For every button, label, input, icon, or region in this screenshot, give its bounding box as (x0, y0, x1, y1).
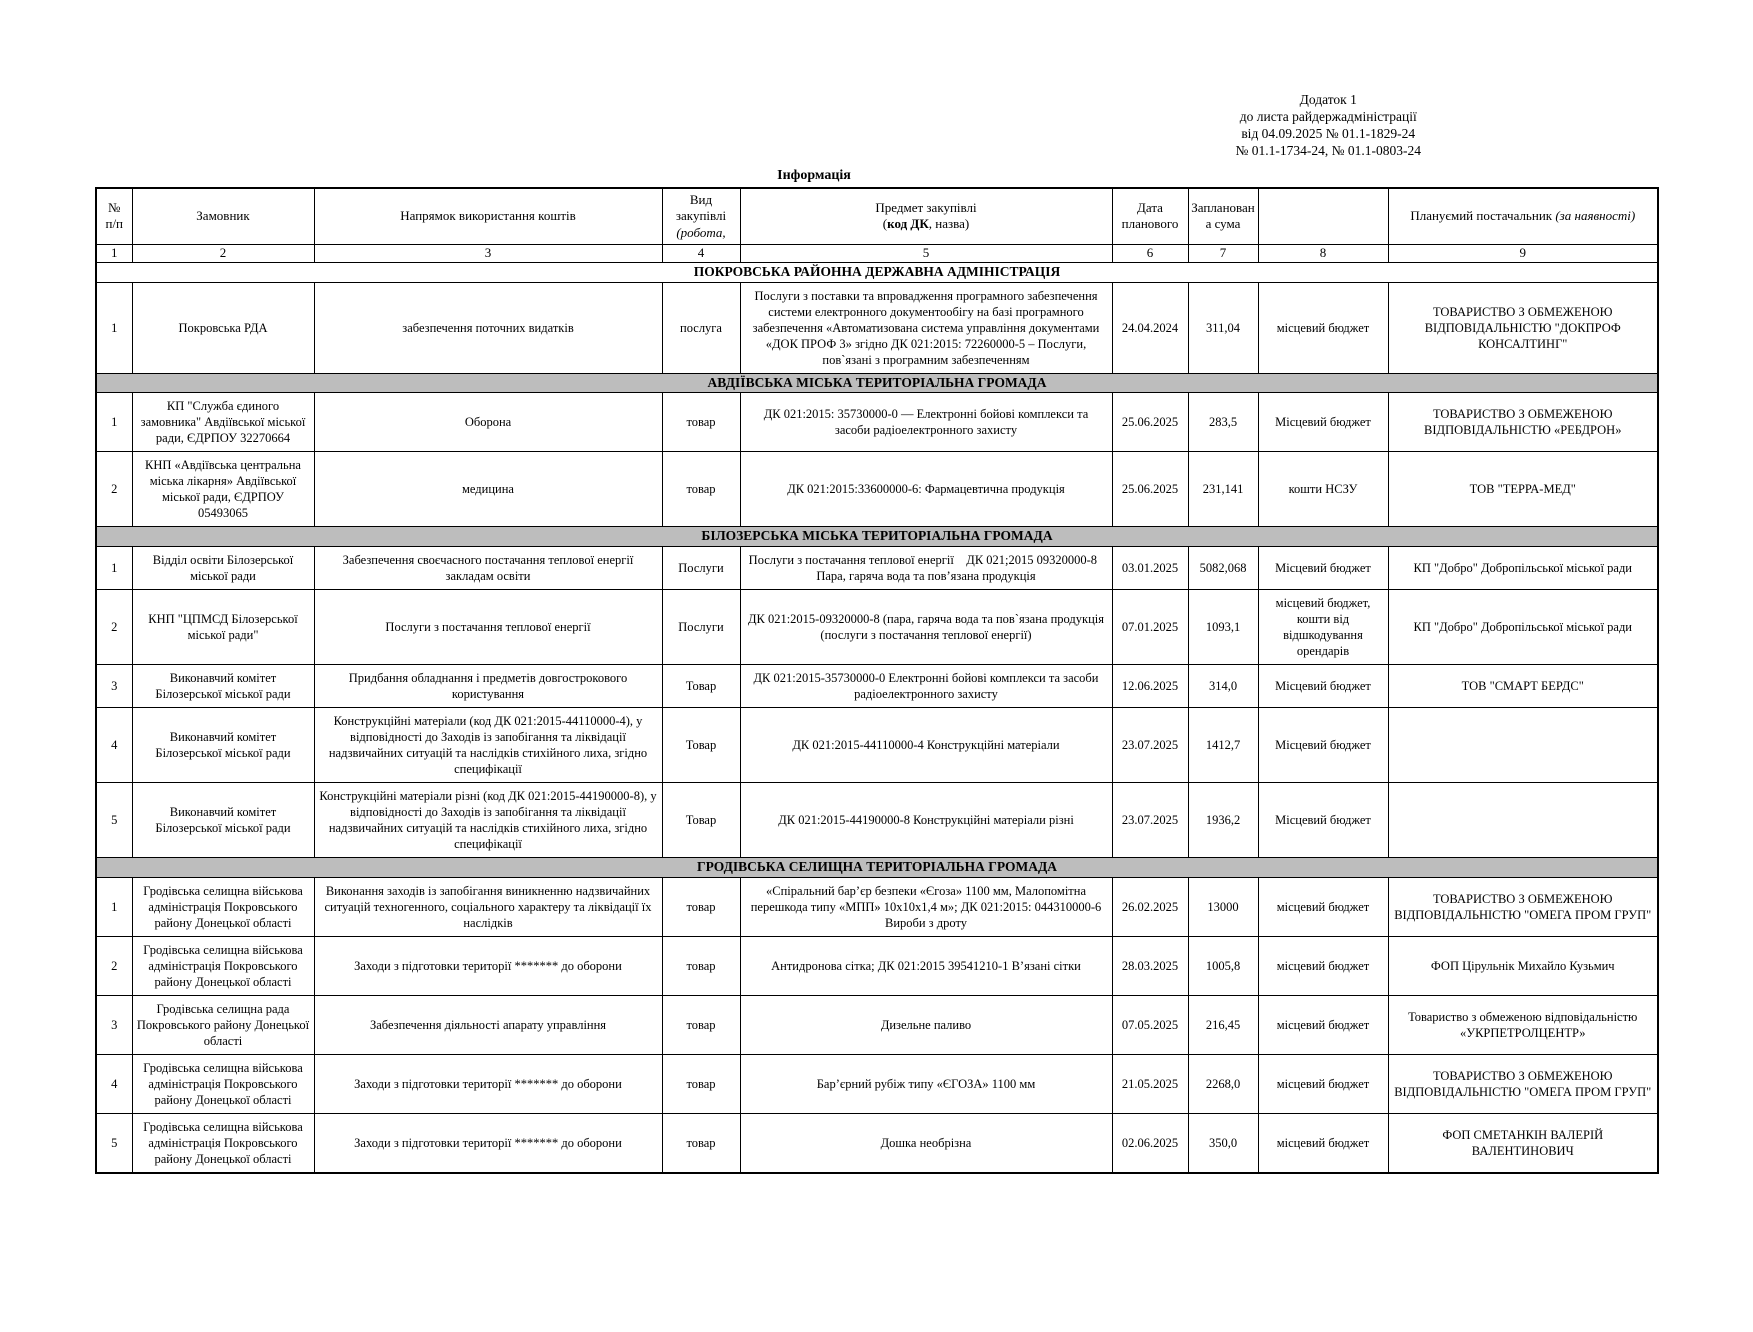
column-number: 4 (662, 245, 740, 262)
table-row (96, 547, 1658, 590)
cell-customer: Покровська РДА (132, 282, 314, 373)
cell-customer: Гродівська селищна військова адміністрація Покровського району Донецької області (132, 1055, 314, 1114)
cell-customer: КНП «Авдіївська центральна міська лікарня» Авдіївської міської ради, ЄДРПОУ 05493065 (132, 452, 314, 527)
cell-num: 4 (96, 1055, 132, 1114)
cell-date: 28.03.2025 (1112, 937, 1188, 996)
table-row (96, 708, 1658, 783)
cell-supplier: ФОП СМЕТАНКІН ВАЛЕРІЙ ВАЛЕНТИНОВИЧ (1388, 1114, 1658, 1174)
cell-supplier: ТОВАРИСТВО З ОБМЕЖЕНОЮ ВІДПОВІДАЛЬНІСТЮ "ДОКПРОФ КОНСАЛТИНГ" (1388, 282, 1658, 373)
table-row (96, 590, 1658, 665)
appendix-note (1236, 92, 1422, 160)
cell-supplier: ТОВАРИСТВО З ОБМЕЖЕНОЮ ВІДПОВІДАЛЬНІСТЮ «РЕБДРОН» (1388, 393, 1658, 452)
cell-subject: ДК 021:2015-44110000-4 Конструкційні матеріали (740, 708, 1112, 783)
cell-customer: Гродівська селищна військова адміністрація Покровського району Донецької області (132, 1114, 314, 1174)
cell-subject: ДК 021:2015: 35730000-0 — Електронні бойові комплекси та засоби радіоелектронного захисту (740, 393, 1112, 452)
cell-date: 02.06.2025 (1112, 1114, 1188, 1174)
cell-supplier: ФОП Цірульнік Михайло Кузьмич (1388, 937, 1658, 996)
cell-date: 25.06.2025 (1112, 393, 1188, 452)
cell-type: товар (662, 937, 740, 996)
col-header-type: Вид закупівлі (робота, (662, 188, 740, 245)
section-header: БІЛОЗЕРСЬКА МІСЬКА ТЕРИТОРІАЛЬНА ГРОМАДА (96, 527, 1658, 547)
table-body (96, 262, 1658, 1173)
cell-funding: місцевий бюджет (1258, 996, 1388, 1055)
section-header: ГРОДІВСЬКА СЕЛИЩНА ТЕРИТОРІАЛЬНА ГРОМАДА (96, 858, 1658, 878)
column-number: 1 (96, 245, 132, 262)
section-row (96, 527, 1658, 547)
cell-subject: Антидронова сітка; ДК 021:2015 39541210-1 В’язані сітки (740, 937, 1112, 996)
cell-num: 2 (96, 937, 132, 996)
cell-supplier: ТОВ "СМАРТ БЕРДС" (1388, 665, 1658, 708)
cell-date: 23.07.2025 (1112, 783, 1188, 858)
cell-date: 26.02.2025 (1112, 878, 1188, 937)
cell-supplier: КП "Добро" Добропільської міської ради (1388, 547, 1658, 590)
cell-subject: ДК 021:2015-09320000-8 (пара, гаряча вода та пов`язана продукція (послуги з постачання теплової енергії) (740, 590, 1112, 665)
cell-date: 24.04.2024 (1112, 282, 1188, 373)
cell-type: послуга (662, 282, 740, 373)
section-header: АВДІЇВСЬКА МІСЬКА ТЕРИТОРІАЛЬНА ГРОМАДА (96, 373, 1658, 393)
cell-subject: ДК 021:2015-35730000-0 Електронні бойові комплекси та засоби радіоелектронного захисту (740, 665, 1112, 708)
table-row (96, 1055, 1658, 1114)
column-number: 9 (1388, 245, 1658, 262)
cell-supplier: ТОВ "ТЕРРА-МЕД" (1388, 452, 1658, 527)
cell-supplier: ТОВАРИСТВО З ОБМЕЖЕНОЮ ВІДПОВІДАЛЬНІСТЮ "ОМЕГА ПРОМ ГРУП" (1388, 878, 1658, 937)
cell-date: 07.05.2025 (1112, 996, 1188, 1055)
cell-num: 4 (96, 708, 132, 783)
cell-type: товар (662, 393, 740, 452)
cell-funding: місцевий бюджет, кошти від відшкодування орендарів (1258, 590, 1388, 665)
cell-purpose: Придбання обладнання і предметів довгострокового користування (314, 665, 662, 708)
cell-date: 07.01.2025 (1112, 590, 1188, 665)
cell-customer: Гродівська селищна рада Покровського району Донецької області (132, 996, 314, 1055)
cell-date: 12.06.2025 (1112, 665, 1188, 708)
column-numbers-row (96, 245, 1658, 262)
section-row (96, 373, 1658, 393)
cell-sum: 1412,7 (1188, 708, 1258, 783)
cell-supplier: ТОВАРИСТВО З ОБМЕЖЕНОЮ ВІДПОВІДАЛЬНІСТЮ "ОМЕГА ПРОМ ГРУП" (1388, 1055, 1658, 1114)
cell-customer: КНП "ЦПМСД Білозерської міської ради" (132, 590, 314, 665)
cell-num: 1 (96, 547, 132, 590)
col-header-date: Дата планового (1112, 188, 1188, 245)
cell-type: Послуги (662, 547, 740, 590)
cell-funding: Місцевий бюджет (1258, 783, 1388, 858)
table-row (96, 783, 1658, 858)
cell-purpose: Заходи з підготовки території ******* до оборони (314, 1114, 662, 1174)
column-number: 5 (740, 245, 1112, 262)
cell-supplier: Товариство з обмеженою відповідальністю «УКРПЕТРОЛЦЕНТР» (1388, 996, 1658, 1055)
header-row (96, 188, 1658, 245)
cell-funding: Місцевий бюджет (1258, 393, 1388, 452)
table-row (96, 282, 1658, 373)
table-row (96, 665, 1658, 708)
cell-subject: Бар’єрний рубіж типу «ЄГОЗА» 1100 мм (740, 1055, 1112, 1114)
cell-sum: 283,5 (1188, 393, 1258, 452)
col-header-funding (1258, 188, 1388, 245)
cell-type: Товар (662, 708, 740, 783)
cell-purpose: Виконання заходів із запобігання виникненню надзвичайних ситуацій техногенного, соціального характеру та ліквідації їх наслідків (314, 878, 662, 937)
cell-date: 03.01.2025 (1112, 547, 1188, 590)
cell-subject: ДК 021:2015:33600000-6: Фармацевтична продукція (740, 452, 1112, 527)
column-number: 7 (1188, 245, 1258, 262)
cell-sum: 231,141 (1188, 452, 1258, 527)
cell-funding: Місцевий бюджет (1258, 708, 1388, 783)
cell-purpose: Заходи з підготовки території ******* до оборони (314, 1055, 662, 1114)
cell-num: 3 (96, 996, 132, 1055)
cell-funding: місцевий бюджет (1258, 878, 1388, 937)
column-number: 2 (132, 245, 314, 262)
col-header-supplier: Плануємий постачальник (за наявності) (1388, 188, 1658, 245)
cell-num: 3 (96, 665, 132, 708)
cell-purpose: Забезпечення діяльності апарату управління (314, 996, 662, 1055)
cell-purpose: забезпечення поточних видатків (314, 282, 662, 373)
cell-subject: «Спіральний бар’єр безпеки «Єгоза» 1100 мм, Малопомітна перешкода типу «МПП» 10х10х1,4 м»; ДК 021:2015: 044310000-6 Вироби з дроту (740, 878, 1112, 937)
cell-purpose: Послуги з постачання теплової енергії (314, 590, 662, 665)
section-row (96, 858, 1658, 878)
appendix-line: Додаток 1 (1299, 92, 1357, 107)
cell-date: 21.05.2025 (1112, 1055, 1188, 1114)
col-header-purpose: Напрямок використання коштів (314, 188, 662, 245)
column-number: 3 (314, 245, 662, 262)
cell-num: 1 (96, 393, 132, 452)
table-row (96, 393, 1658, 452)
cell-num: 2 (96, 590, 132, 665)
cell-sum: 1093,1 (1188, 590, 1258, 665)
col-header-num: № п/п (96, 188, 132, 245)
cell-date: 23.07.2025 (1112, 708, 1188, 783)
section-row (96, 262, 1658, 282)
cell-subject: Дизельне паливо (740, 996, 1112, 1055)
cell-sum: 350,0 (1188, 1114, 1258, 1174)
cell-subject: ДК 021:2015-44190000-8 Конструкційні матеріали різні (740, 783, 1112, 858)
section-header: ПОКРОВСЬКА РАЙОННА ДЕРЖАВНА АДМІНІСТРАЦІЯ (96, 262, 1658, 282)
col-header-subject: Предмет закупівлі (код ДК, назва) (740, 188, 1112, 245)
cell-sum: 314,0 (1188, 665, 1258, 708)
cell-date: 25.06.2025 (1112, 452, 1188, 527)
cell-customer: КП "Служба єдиного замовника" Авдіївської міської ради, ЄДРПОУ 32270664 (132, 393, 314, 452)
cell-funding: місцевий бюджет (1258, 1114, 1388, 1174)
cell-sum: 5082,068 (1188, 547, 1258, 590)
cell-num: 1 (96, 282, 132, 373)
cell-type: Послуги (662, 590, 740, 665)
cell-customer: Гродівська селищна військова адміністрація Покровського району Донецької області (132, 878, 314, 937)
table-header (96, 188, 1658, 263)
cell-purpose: Оборона (314, 393, 662, 452)
cell-num: 5 (96, 1114, 132, 1174)
cell-num: 5 (96, 783, 132, 858)
cell-type: Товар (662, 665, 740, 708)
table-row (96, 996, 1658, 1055)
col-header-customer: Замовник (132, 188, 314, 245)
cell-type: товар (662, 1114, 740, 1174)
col-header-sum: Запланована сума (1188, 188, 1258, 245)
cell-funding: кошти НСЗУ (1258, 452, 1388, 527)
cell-sum: 1005,8 (1188, 937, 1258, 996)
cell-supplier (1388, 783, 1658, 858)
cell-customer: Гродівська селищна військова адміністрація Покровського району Донецької області (132, 937, 314, 996)
cell-purpose: Заходи з підготовки території ******* до оборони (314, 937, 662, 996)
cell-sum: 2268,0 (1188, 1055, 1258, 1114)
cell-customer: Відділ освіти Білозерської міської ради (132, 547, 314, 590)
cell-subject: Послуги з постачання теплової енергії ДК 021;2015 09320000-8 Пара, гаряча вода та пов’язана продукція (740, 547, 1112, 590)
table-row (96, 452, 1658, 527)
column-number: 8 (1258, 245, 1388, 262)
procurement-table (95, 187, 1659, 1175)
cell-type: товар (662, 996, 740, 1055)
cell-funding: Місцевий бюджет (1258, 547, 1388, 590)
cell-purpose: Конструкційні матеріали різні (код ДК 021:2015-44190000-8), у відповідності до Заходів із запобігання та ліквідації надзвичайних ситуацій та наслідків стихійного лиха, згідно специфікації (314, 783, 662, 858)
table-row (96, 878, 1658, 937)
cell-funding: місцевий бюджет (1258, 937, 1388, 996)
appendix-line: від 04.09.2025 № 01.1-1829-24 (1241, 125, 1416, 141)
cell-subject: Дошка необрізна (740, 1114, 1112, 1174)
cell-sum: 13000 (1188, 878, 1258, 937)
cell-customer: Виконавчий комітет Білозерської міської ради (132, 665, 314, 708)
cell-purpose: Забезпечення своєчасного постачання теплової енергії закладам освіти (314, 547, 662, 590)
cell-type: Товар (662, 783, 740, 858)
cell-type: товар (662, 452, 740, 527)
cell-customer: Виконавчий комітет Білозерської міської ради (132, 708, 314, 783)
cell-num: 1 (96, 878, 132, 937)
cell-supplier: КП "Добро" Добропільської міської ради (1388, 590, 1658, 665)
cell-customer: Виконавчий комітет Білозерської міської ради (132, 783, 314, 858)
cell-type: товар (662, 878, 740, 937)
cell-funding: місцевий бюджет (1258, 1055, 1388, 1114)
table-row (96, 937, 1658, 996)
column-number: 6 (1112, 245, 1188, 262)
cell-sum: 216,45 (1188, 996, 1258, 1055)
cell-sum: 311,04 (1188, 282, 1258, 373)
cell-purpose: медицина (314, 452, 662, 527)
appendix-line: до листа райдержадміністрації (1239, 108, 1417, 124)
cell-funding: місцевий бюджет (1258, 282, 1388, 373)
page-title: Інформація (777, 167, 851, 183)
cell-num: 2 (96, 452, 132, 527)
appendix-line: № 01.1-1734-24, № 01.1-0803-24 (1235, 142, 1421, 158)
cell-purpose: Конструкційні матеріали (код ДК 021:2015-44110000-4), у відповідності до Заходів із запобігання та ліквідації надзвичайних ситуацій та наслідків стихійного лиха, згідно специфікації (314, 708, 662, 783)
cell-supplier (1388, 708, 1658, 783)
table-row (96, 1114, 1658, 1174)
cell-type: товар (662, 1055, 740, 1114)
cell-sum: 1936,2 (1188, 783, 1258, 858)
cell-funding: Місцевий бюджет (1258, 665, 1388, 708)
cell-subject: Послуги з поставки та впровадження програмного забезпечення системи електронного документообігу на базі програмного забезпечення «Автоматизована система управління документами «ДОК ПРОФ 3» згідно ДК 021:2015: 72260000-5 – Послуги, пов`язані з програмним забезпеченням (740, 282, 1112, 373)
